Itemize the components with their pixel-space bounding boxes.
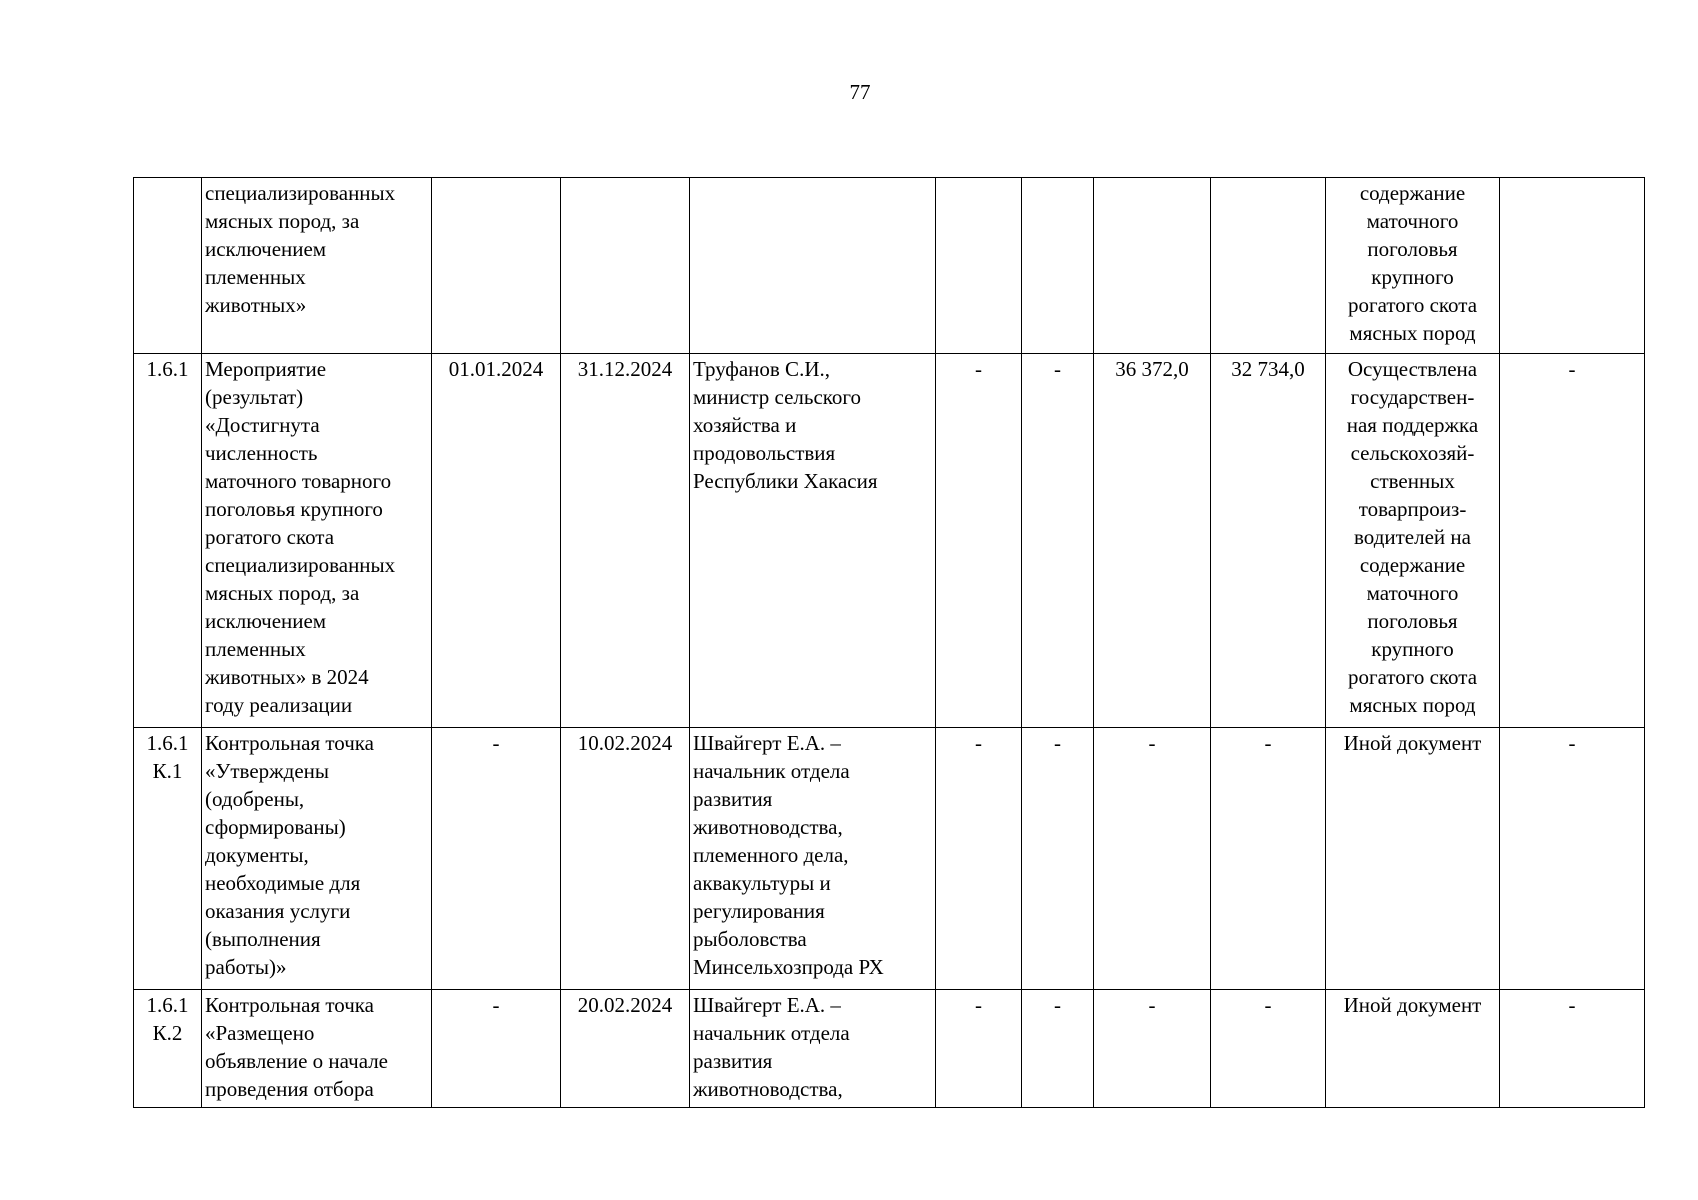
cell-responsible	[690, 178, 936, 354]
cell-end-date: 31.12.2024	[561, 354, 690, 728]
table-row	[134, 728, 1645, 990]
cell-name: Мероприятие (результат) «Достигнута численность маточного товарного поголовья крупного рогатого скота специализированных мясных пород, за исключением племенных животных» в 2024 году реализации	[202, 354, 432, 728]
cell-name: Контрольная точка «Утверждены (одобрены, сформированы) документы, необходимые для оказания услуги (выполнения работы)»	[202, 728, 432, 990]
cell-note: -	[1500, 354, 1645, 728]
page-number: 77	[849, 80, 871, 104]
cell-code: 1.6.1 К.1	[134, 728, 202, 990]
table-row	[134, 354, 1645, 728]
cell-note: -	[1500, 728, 1645, 990]
cell-value-3	[1094, 178, 1211, 354]
cell-name: Контрольная точка «Размещено объявление о начале проведения отбора	[202, 990, 432, 1108]
cell-start-date	[432, 178, 561, 354]
cell-value-4	[1211, 178, 1326, 354]
cell-value-2	[1022, 178, 1094, 354]
cell-responsible: Швайгерт Е.А. – начальник отдела развития животноводства, племенного дела, аквакультуры и регулирования рыболовства Минсельхозпрода РХ	[690, 728, 936, 990]
cell-code: 1.6.1 К.2	[134, 990, 202, 1108]
cell-value-3: 36 372,0	[1094, 354, 1211, 728]
cell-value-3: -	[1094, 728, 1211, 990]
table-row	[134, 178, 1645, 354]
cell-value-2: -	[1022, 990, 1094, 1108]
cell-end-date: 10.02.2024	[561, 728, 690, 990]
cell-value-2: -	[1022, 728, 1094, 990]
cell-end-date: 20.02.2024	[561, 990, 690, 1108]
cell-value-1: -	[936, 354, 1022, 728]
cell-value-2: -	[1022, 354, 1094, 728]
cell-name: специализированных мясных пород, за исключением племенных животных»	[202, 178, 432, 354]
cell-code	[134, 178, 202, 354]
cell-result: Осуществлена государствен- ная поддержка сельскохозяй- ственных товарпроиз- водителей на содержание маточного поголовья крупного рогатого скота мясных пород	[1326, 354, 1500, 728]
cell-result: Иной документ	[1326, 728, 1500, 990]
cell-start-date: 01.01.2024	[432, 354, 561, 728]
cell-note	[1500, 178, 1645, 354]
cell-note: -	[1500, 990, 1645, 1108]
cell-value-4: 32 734,0	[1211, 354, 1326, 728]
cell-result: Иной документ	[1326, 990, 1500, 1108]
cell-result: содержание маточного поголовья крупного рогатого скота мясных пород	[1326, 178, 1500, 354]
cell-value-1: -	[936, 990, 1022, 1108]
cell-responsible: Швайгерт Е.А. – начальник отдела развития животноводства,	[690, 990, 936, 1108]
cell-value-4: -	[1211, 990, 1326, 1108]
cell-end-date	[561, 178, 690, 354]
cell-value-1: -	[936, 728, 1022, 990]
cell-value-1	[936, 178, 1022, 354]
cell-responsible: Труфанов С.И., министр сельского хозяйства и продовольствия Республики Хакасия	[690, 354, 936, 728]
cell-start-date: -	[432, 990, 561, 1108]
cell-value-3: -	[1094, 990, 1211, 1108]
plan-table	[133, 177, 1645, 1108]
cell-value-4: -	[1211, 728, 1326, 990]
cell-start-date: -	[432, 728, 561, 990]
cell-code: 1.6.1	[134, 354, 202, 728]
table-row	[134, 990, 1645, 1108]
